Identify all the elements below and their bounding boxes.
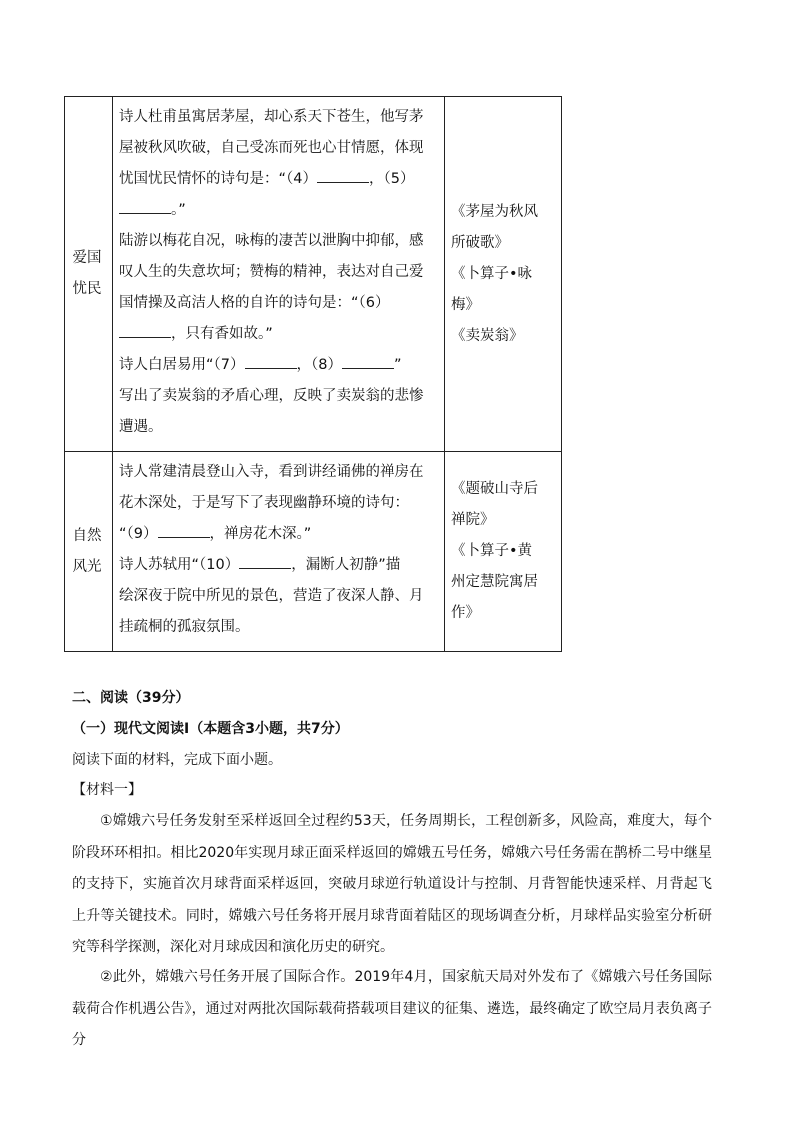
material-label: 【材料一】 (72, 782, 142, 798)
answer-blank[interactable] (342, 354, 394, 369)
theme-text: 风光 (72, 558, 102, 575)
source-line: 作》 (451, 605, 480, 621)
source-line: 《卖炭翁》 (451, 327, 524, 344)
paragraph: ①嫦娥六号任务发射至采样返回全过程约53天，任务周期长，工程创新多，风险高，难度大，每个阶段环环相扣。相比2020年实现月球正面采样返回的嫦娥五号任务，嫦娥六号任务需在鹊桥二号中继星的支持下，实施首次月球背面采样返回，突破月球逆行轨道设计与控制、月背智能快速采样、月背起飞上升等关键技术。同时，嫦娥六号任务将开展月球背面着陆区的现场调查分析，月球样品实验室分析研究等科学探测，深化对月球成因和演化历史的研究。 (72, 813, 712, 955)
answer-blank[interactable] (245, 354, 297, 369)
desc-line: 国情操及高洁人格的自许的诗句是：“（6） (119, 295, 390, 311)
answer-blank[interactable] (158, 523, 210, 538)
desc-line: 写出了卖炭翁的矛盾心理，反映了卖炭翁的悲惨 (119, 388, 424, 404)
instruction-text: 阅读下面的材料，完成下面小题。 (72, 752, 282, 768)
table-row (65, 452, 562, 652)
table-row (65, 97, 562, 452)
source-cell (445, 452, 562, 652)
answer-blank[interactable] (317, 168, 369, 183)
poem-table (64, 96, 562, 652)
paragraph: ②此外，嫦娥六号任务开展了国际合作。2019年4月，国家航天局对外发布了《嫦娥六号任务国际载荷合作机遇公告》，通过对两批次国际载荷搭载项目建议的征集、遴选，最终确定了欧空局月表负离子分 (72, 969, 712, 1048)
source-line: 《题破山寺后 (451, 481, 538, 497)
theme-text: 爱国 (72, 250, 102, 266)
desc-line: “（9） ，禅房花木深。” (119, 519, 438, 550)
source-line: 所破歌》 (451, 234, 509, 251)
desc-line: 诗人常建清晨登山入寺，看到讲经诵佛的禅房在 (119, 464, 424, 480)
desc-line: 花木深处，于是写下了表现幽静环境的诗句： (119, 495, 409, 511)
desc-line: 。” (119, 195, 438, 226)
theme-text: 自然 (72, 527, 102, 544)
desc-line: 陆游以梅花自况，咏梅的凄苦以泄胸中抑郁，感 (119, 233, 424, 249)
theme-cell (65, 97, 113, 452)
desc-line: 屋被秋风吹破，自己受冻而死也心甘情愿，体现 (119, 140, 424, 156)
desc-line: 遭遇。 (119, 419, 163, 435)
answer-blank[interactable] (119, 199, 171, 214)
source-line: 《卜算子•黄 (451, 543, 533, 559)
desc-line: 忧国忧民情怀的诗句是：“（4） ，（5） (119, 164, 438, 195)
desc-line: 诗人杜甫虽寓居茅屋，却心系天下苍生，他写茅 (119, 109, 424, 125)
desc-line: 叹人生的失意坎坷；赞梅的精神，表达对自己爱 (119, 264, 424, 280)
section-subheading: （一）现代文阅读Ⅰ（本题含3小题，共7分） (72, 721, 349, 737)
desc-line: 挂疏桐的孤寂氛围。 (119, 619, 250, 635)
answer-blank[interactable] (119, 323, 171, 338)
desc-line: 诗人白居易用“（7） ，（8） ” (119, 350, 438, 381)
source-line: 《卜算子•咏 (451, 265, 533, 282)
source-line: 《茅屋为秋风 (451, 203, 538, 220)
theme-cell (65, 452, 113, 652)
desc-line: ，只有香如故。” (119, 319, 438, 350)
section-heading: 二、阅读（39分） (72, 690, 190, 706)
desc-line: 绘深夜于院中所见的景色，营造了夜深人静、月 (119, 588, 424, 604)
answer-blank[interactable] (239, 554, 291, 569)
source-line: 禅院》 (451, 512, 495, 528)
description-cell (113, 97, 445, 452)
desc-line: 诗人苏轼用“（10） ，漏断人初静”描 (119, 550, 438, 581)
description-cell (113, 452, 445, 652)
theme-text: 忧民 (72, 281, 102, 297)
source-cell (445, 97, 562, 452)
source-line: 梅》 (451, 296, 480, 313)
source-line: 州定慧院寓居 (451, 574, 538, 590)
